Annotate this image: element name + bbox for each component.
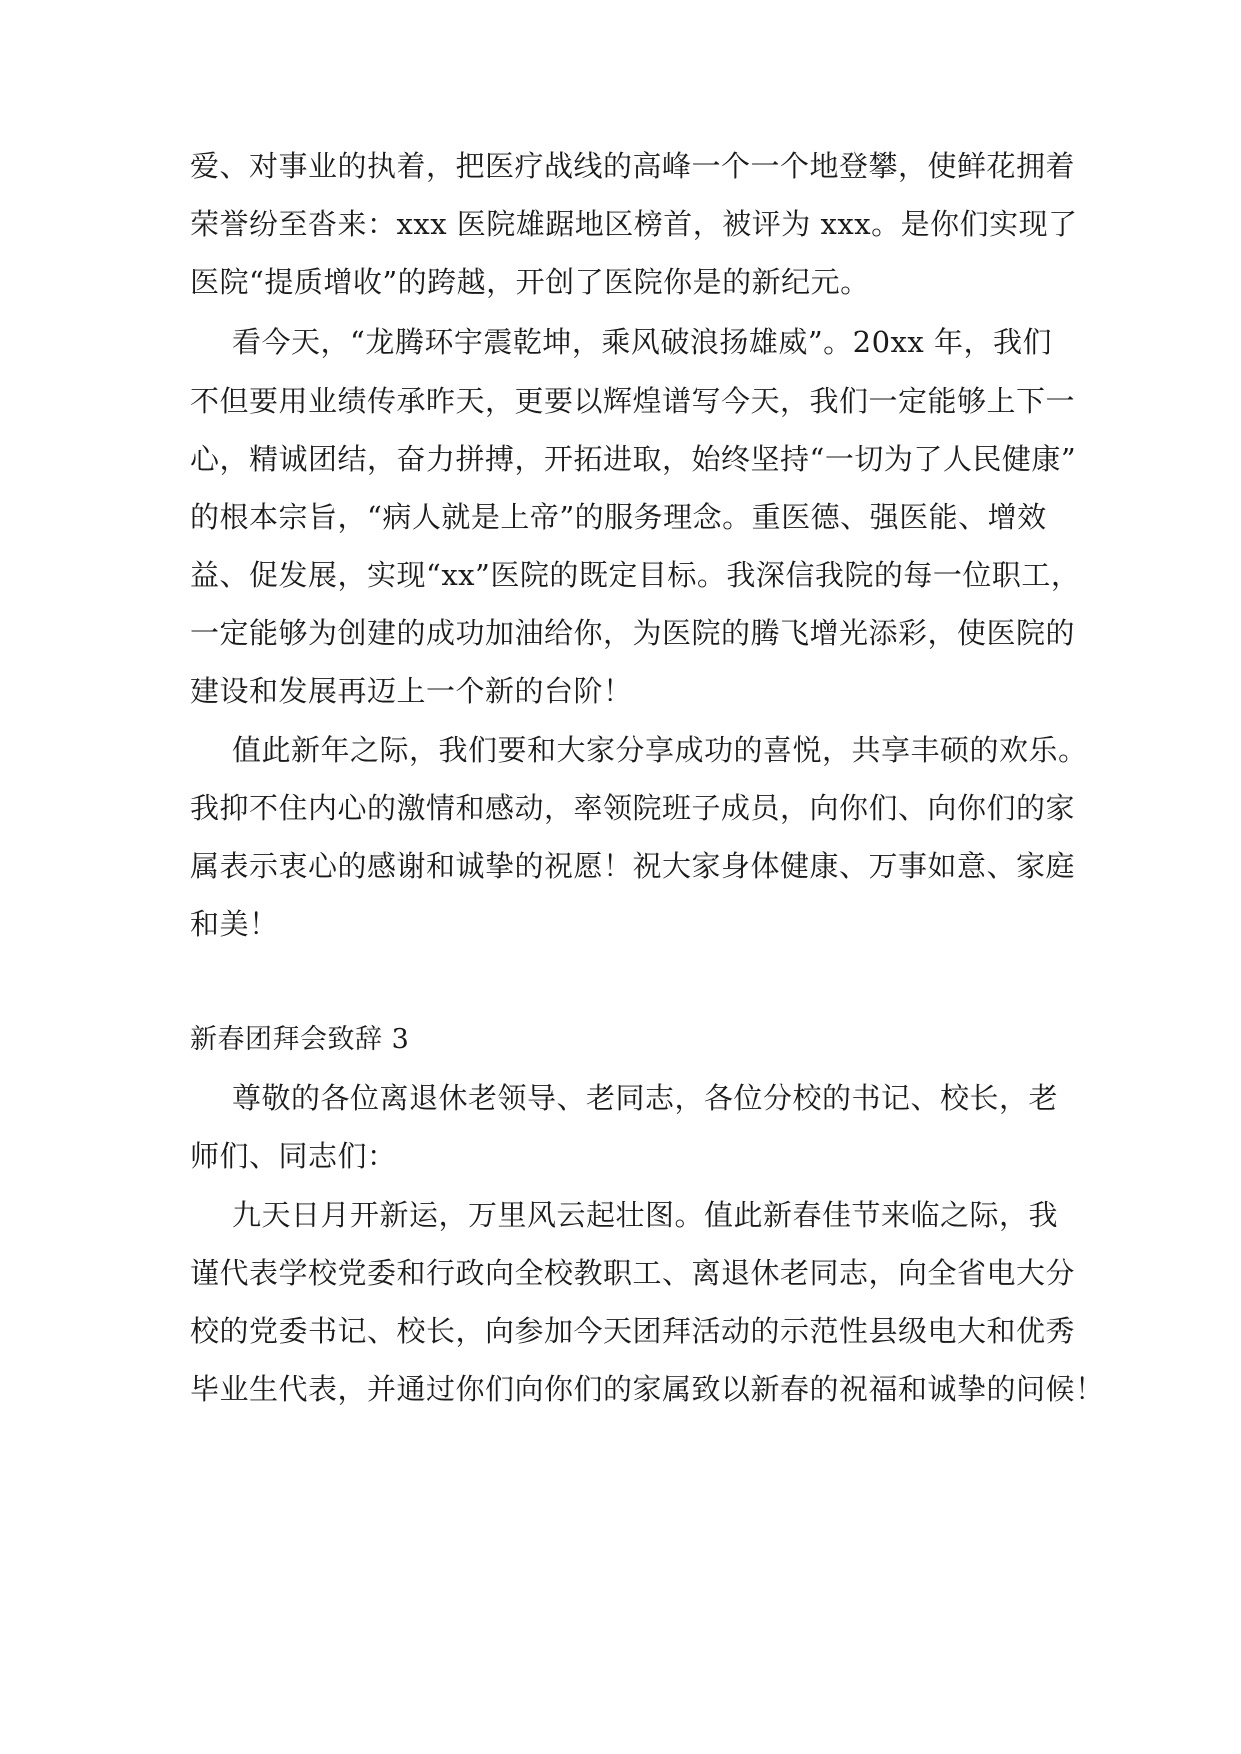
paragraph-line: 和美！	[190, 907, 279, 941]
paragraph-line: 我抑不住内心的激情和感动，率领院班子成员，向你们、向你们的家	[190, 791, 1076, 825]
paragraph-line: 值此新年之际，我们要和大家分享成功的喜悦，共享丰硕的欢乐。	[232, 733, 1088, 767]
paragraph-line: 心，精诚团结，奋力拼搏，开拓进取，始终坚持“一切为了人民健康”	[190, 442, 1077, 476]
paragraph-line: 医院“提质增收”的跨越，开创了医院你是的新纪元。	[190, 265, 870, 299]
paragraph-line: 荣誉纷至沓来：xxx 医院雄踞地区榜首，被评为 xxx。是你们实现了	[190, 207, 1078, 241]
paragraph-line: 一定能够为创建的成功加油给你，为医院的腾飞增光添彩，使医院的	[190, 616, 1076, 650]
paragraph-line: 爱、对事业的执着，把医疗战线的高峰一个一个地登攀，使鲜花拥着	[190, 149, 1076, 183]
paragraph-line: 的根本宗旨，“病人就是上帝”的服务理念。重医德、强医能、增效	[190, 500, 1047, 534]
paragraph-line: 毕业生代表，并通过你们向你们的家属致以新春的祝福和诚挚的问候！	[190, 1372, 1105, 1406]
paragraph-line: 属表示衷心的感谢和诚挚的祝愿！祝大家身体健康、万事如意、家庭	[190, 849, 1076, 883]
paragraph-line: 益、促发展，实现“xx”医院的既定目标。我深信我院的每一位职工，	[190, 558, 1081, 592]
paragraph-line: 不但要用业绩传承昨天，更要以辉煌谱写今天，我们一定能够上下一	[190, 384, 1076, 418]
paragraph-line: 九天日月开新运，万里风云起壮图。值此新春佳节来临之际，我	[232, 1198, 1059, 1232]
paragraph-line: 尊敬的各位离退休老领导、老同志，各位分校的书记、校长，老	[232, 1081, 1059, 1115]
section-heading: 新春团拜会致辞 3	[190, 1024, 410, 1055]
paragraph-line: 谨代表学校党委和行政向全校教职工、离退休老同志，向全省电大分	[190, 1256, 1076, 1290]
paragraph-line: 建设和发展再迈上一个新的台阶！	[190, 674, 633, 708]
paragraph-line: 师们、同志们：	[190, 1139, 397, 1173]
paragraph-line: 看今天，“龙腾环宇震乾坤，乘风破浪扬雄威”。20xx 年，我们	[232, 325, 1052, 359]
paragraph-line: 校的党委书记、校长，向参加今天团拜活动的示范性县级电大和优秀	[190, 1314, 1076, 1348]
